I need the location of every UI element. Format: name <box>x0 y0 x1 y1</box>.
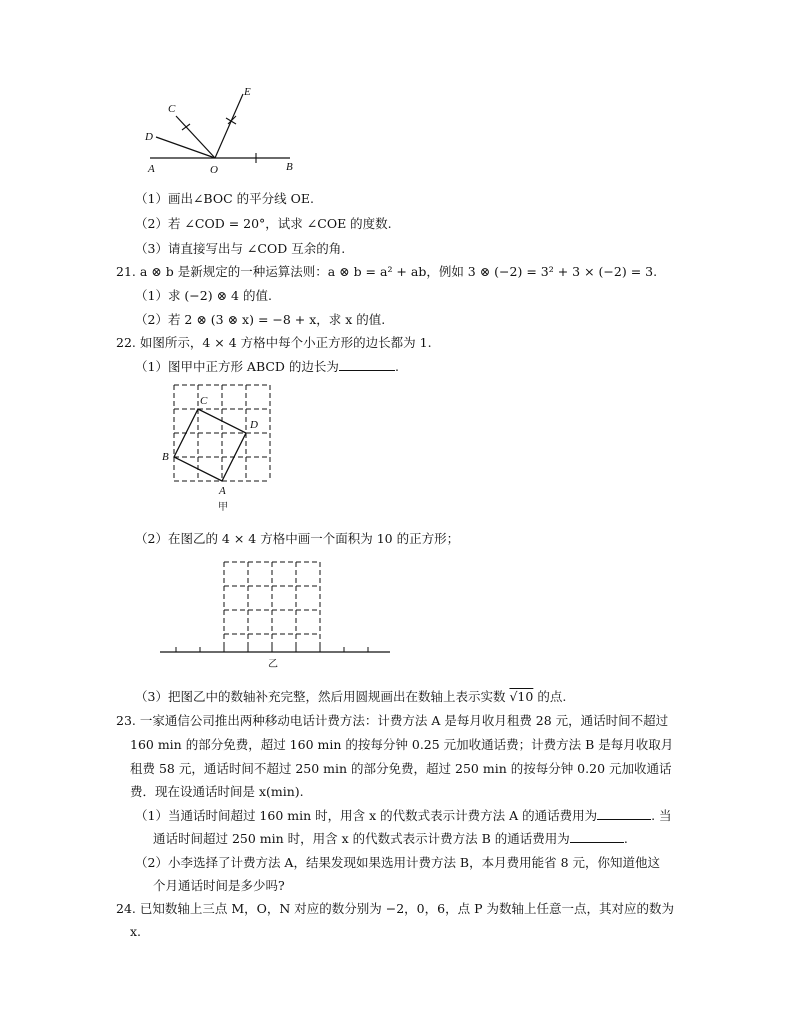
q20-part1: （1）画出∠BOC 的平分线 OE. <box>135 191 314 206</box>
point-d-label: D <box>145 131 153 143</box>
q21-stem: 21. a ⊗ b 是新规定的一种运算法则：a ⊗ b = a² + ab，例如 3 ⊗ (−2) = 3² + 3 × (−2) = 3. <box>116 264 658 279</box>
point-o-label: O <box>210 164 218 176</box>
q22-part1: （1）图甲中正方形 ABCD 的边长为 . <box>135 359 399 374</box>
q24-line1: 24. 已知数轴上三点 M，O，N 对应的数分别为 −2，0，6，点 P 为数轴上任意一点，其对应的数为 <box>116 901 674 916</box>
jia-label-a: A <box>219 485 226 497</box>
jia-label-b: B <box>162 451 169 463</box>
q20-part2: （2）若 ∠COD = 20°，试求 ∠COE 的度数. <box>135 216 392 231</box>
q24-line2: x. <box>130 924 142 939</box>
q23-part2a: （2）小李选择了计费方法 A，结果发现如果选用计费方法 B，本月费用能省 8 元，你知道他这 <box>135 855 661 870</box>
q23-line2: 160 min 的部分免费，超过 160 min 的按每分钟 0.25 元加收通话费；计费方法 B 是每月收取月 <box>130 737 674 752</box>
q21-part2: （2）若 2 ⊗ (3 ⊗ x) = −8 + x，求 x 的值. <box>135 312 386 327</box>
q22-part2: （2）在图乙的 4 × 4 方格中画一个面积为 10 的正方形； <box>135 531 460 546</box>
q23-part1a: （1）当通话时间超过 160 min 时，用含 x 的代数式表示计费方法 A 的通话费用为 . 当 <box>135 808 672 823</box>
point-b-label: B <box>286 161 293 173</box>
q23-line4: 费．现在设通话时间是 x(min). <box>130 784 304 799</box>
jia-caption: 甲 <box>218 502 228 513</box>
jia-label-d: D <box>250 419 258 431</box>
yi-caption: 乙 <box>268 659 278 670</box>
q23-part2b: 个月通话时间是多少吗? <box>153 878 285 893</box>
point-c-label: C <box>168 103 176 115</box>
q23-line3: 租费 58 元，通话时间不超过 250 min 的部分免费，超过 250 min 的按每分钟 0.20 元加收通话 <box>130 761 672 776</box>
q22-stem: 22. 如图所示，4 × 4 方格中每个小正方形的边长都为 1. <box>116 335 432 350</box>
point-a-label: A <box>148 163 155 175</box>
q23-part1b: 通话时间超过 250 min 时，用含 x 的代数式表示计费方法 B 的通话费用为 . <box>153 831 628 846</box>
q20-part3: （3）请直接写出与 ∠COD 互余的角. <box>135 241 346 256</box>
q23-line1: 23. 一家通信公司推出两种移动电话计费方法：计费方法 A 是每月收月租费 28 元，通话时间不超过 <box>116 713 669 728</box>
q22-part3: （3）把图乙中的数轴补充完整，然后用圆规画出在数轴上表示实数 √10 的点. <box>135 689 567 704</box>
q21-part1: （1）求 (−2) ⊗ 4 的值. <box>135 288 272 303</box>
point-e-label: E <box>244 86 251 98</box>
jia-label-c: C <box>200 395 208 407</box>
